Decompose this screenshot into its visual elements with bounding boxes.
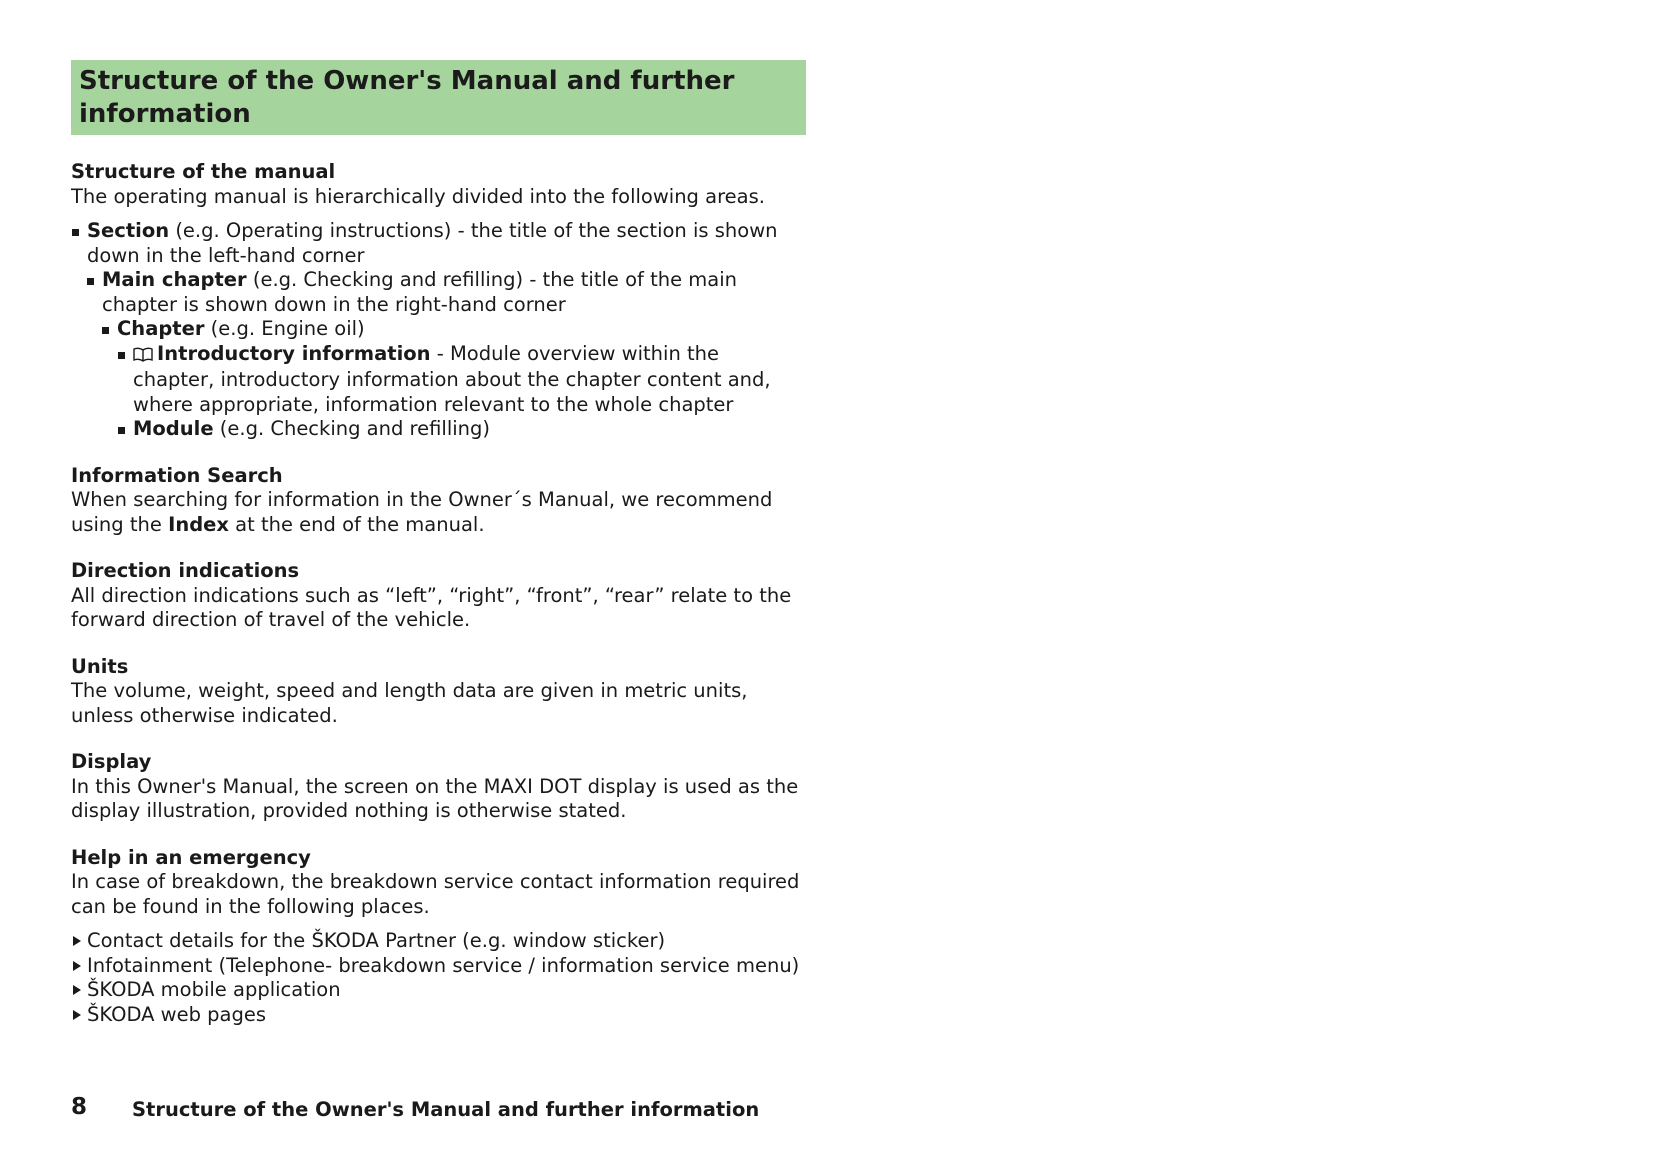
emergency-list	[71, 929, 806, 1027]
section-heading: Help in an emergency	[71, 845, 311, 869]
section-text: All direction indications such as “left”, “right”, “front”, “rear” relate to the forward direction of travel of the vehicle.	[71, 583, 792, 631]
section-heading: Direction indications	[71, 559, 300, 582]
list-item: Module (e.g. Checking and refilling)	[71, 417, 806, 442]
index-term: Index	[168, 512, 229, 536]
list-item: ŠKODA web pages	[71, 1003, 806, 1028]
content-column	[71, 60, 806, 1027]
list-item: Contact details for the ŠKODA Partner (e.g. window sticker)	[71, 929, 806, 954]
page-number: 8	[71, 1094, 88, 1120]
list-item: Section (e.g. Operating instructions) - the title of the section is shown down in the left-hand corner	[71, 219, 806, 268]
section-heading: Structure of the manual	[71, 160, 336, 183]
section-structure	[71, 160, 806, 442]
section-heading: Units	[71, 654, 129, 678]
arrow-icon	[73, 1010, 81, 1020]
section-heading: Display	[71, 750, 152, 773]
section-search	[71, 464, 806, 538]
book-icon	[133, 344, 153, 369]
bullet-icon	[72, 229, 79, 236]
bullet-icon	[87, 278, 94, 285]
section-text: The volume, weight, speed and length data are given in metric units, unless otherwise indicated.	[71, 679, 748, 727]
section-text: In case of breakdown, the breakdown service contact information required can be found in the following places.	[71, 870, 800, 918]
arrow-icon	[73, 936, 81, 946]
arrow-icon	[73, 961, 81, 971]
page-title: Structure of the Owner's Manual and further information	[71, 60, 806, 135]
footer-title: Structure of the Owner's Manual and further information	[132, 1098, 760, 1121]
list-item: Infotainment (Telephone- breakdown service / information service menu)	[71, 954, 806, 979]
bullet-icon	[118, 352, 125, 359]
section-display	[71, 750, 806, 824]
section-text: When searching for information in the Owner´s Manual, we recommend using the Index at the end of the manual.	[71, 488, 773, 536]
section-emergency	[71, 846, 806, 1028]
section-text: In this Owner's Manual, the screen on the MAXI DOT display is used as the display illustration, provided nothing is otherwise stated.	[71, 774, 799, 822]
list-item: ŠKODA mobile application	[71, 978, 806, 1003]
list-item: Introductory information - Module overview within the chapter, introductory information about the chapter content and, where appropriate, information relevant to the whole chapter	[71, 342, 806, 418]
bullet-icon	[118, 427, 125, 434]
arrow-icon	[73, 985, 81, 995]
list-item: Main chapter (e.g. Checking and refilling) - the title of the main chapter is shown down in the right-hand corner	[71, 268, 806, 317]
section-units	[71, 655, 806, 729]
section-direction	[71, 559, 806, 633]
bullet-icon	[102, 327, 109, 334]
structure-tree	[71, 219, 806, 442]
section-heading: Information Search	[71, 463, 283, 487]
section-text: The operating manual is hierarchically divided into the following areas.	[71, 184, 765, 208]
list-item: Chapter (e.g. Engine oil)	[71, 317, 806, 342]
